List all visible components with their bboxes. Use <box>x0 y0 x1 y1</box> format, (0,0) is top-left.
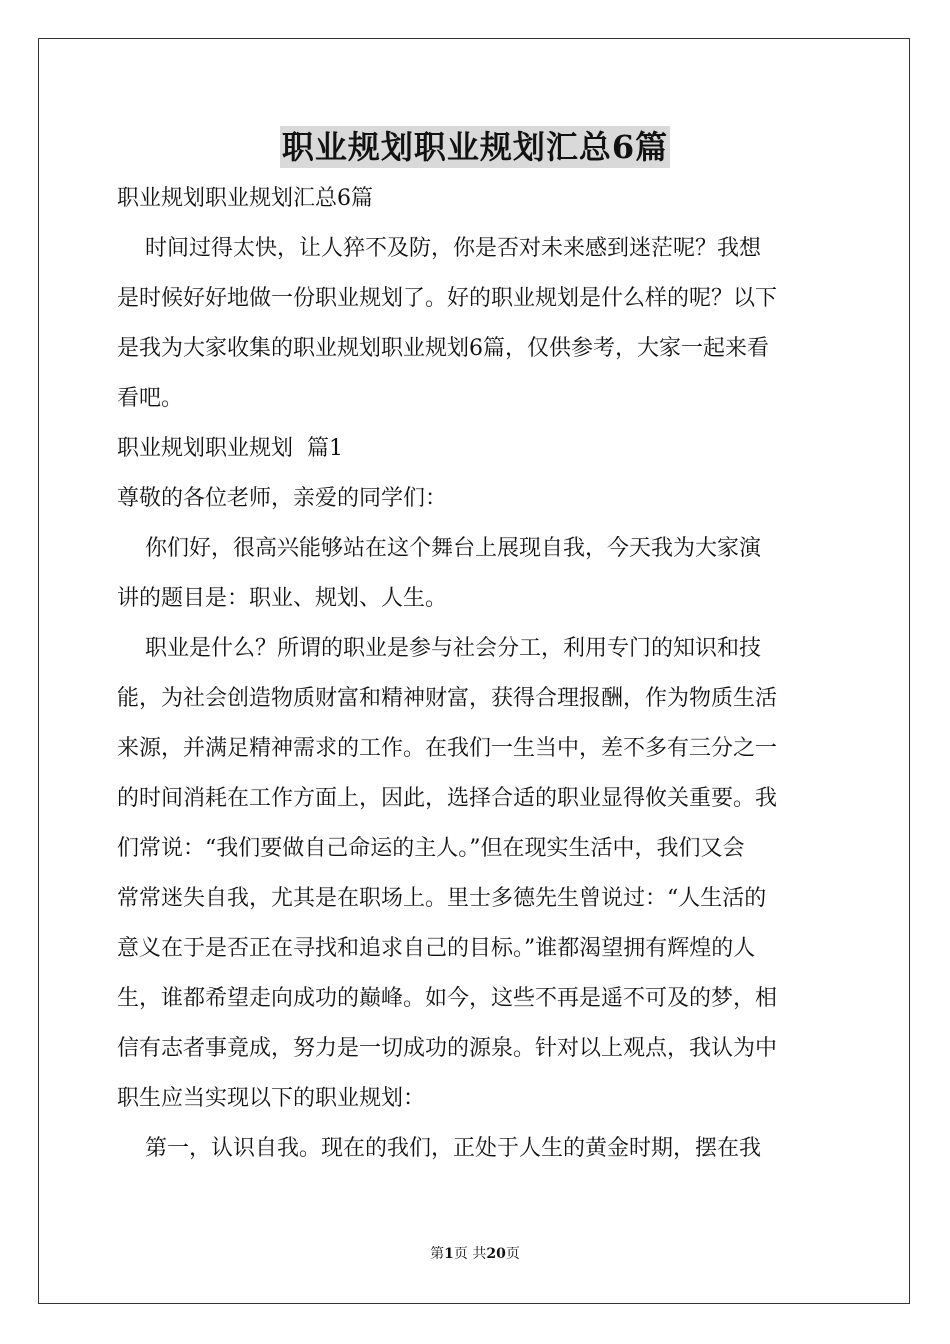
paragraph-line: 是我为大家收集的职业规划职业规划6篇，仅供参考，大家一起来看 <box>117 336 769 361</box>
paragraph-line: 能，为社会创造物质财富和精神财富，获得合理报酬，作为物质生活 <box>117 686 778 711</box>
document-body <box>117 174 833 1174</box>
paragraph-line: 讲的题目是：职业、规划、人生。 <box>117 586 448 611</box>
subtitle-line: 职业规划职业规划汇总6篇 <box>117 186 373 211</box>
paragraph-line: 们常说：“我们要做自己命运的主人。”但在现实生活中，我们又会 <box>117 836 745 861</box>
footer-suffix: 页 <box>505 1246 520 1262</box>
paragraph-line: 信有志者事竟成，努力是一切成功的源泉。针对以上观点，我认为中 <box>117 1036 778 1061</box>
paragraph-line: 职生应当实现以下的职业规划： <box>117 1086 426 1111</box>
page-number: 1 <box>444 1246 454 1262</box>
salutation-line: 尊敬的各位老师，亲爱的同学们： <box>117 486 448 511</box>
paragraph-line: 第一，认识自我。现在的我们，正处于人生的黄金时期，摆在我 <box>117 1136 761 1161</box>
paragraph-line: 你们好，很高兴能够站在这个舞台上展现自我，今天我为大家演 <box>117 536 761 561</box>
footer-prefix: 第 <box>430 1246 445 1262</box>
paragraph-line: 来源，并满足精神需求的工作。在我们一生当中，差不多有三分之一 <box>117 736 778 761</box>
paragraph-line: 时间过得太快，让人猝不及防，你是否对未来感到迷茫呢？我想 <box>117 236 761 261</box>
paragraph-line: 的时间消耗在工作方面上，因此，选择合适的职业显得攸关重要。我 <box>117 786 778 811</box>
title-area <box>0 126 950 168</box>
paragraph-line: 看吧。 <box>117 386 184 411</box>
paragraph-line: 生，谁都希望走向成功的巅峰。如今，这些不再是遥不可及的梦，相 <box>117 986 778 1011</box>
document-title: 职业规划职业规划汇总6篇 <box>281 128 669 166</box>
paragraph-line: 常常迷失自我，尤其是在职场上。里士多德先生曾说过：“人生活的 <box>117 886 767 911</box>
footer-mid: 页 共 <box>453 1246 487 1262</box>
paragraph-line: 是时候好好地做一份职业规划了。好的职业规划是什么样的呢？以下 <box>117 286 778 311</box>
paragraph-line: 职业是什么？所谓的职业是参与社会分工，利用专门的知识和技 <box>117 636 761 661</box>
page-footer <box>0 1244 950 1264</box>
total-pages: 20 <box>486 1246 506 1262</box>
paragraph-line: 意义在于是否正在寻找和追求自己的目标。”谁都渴望拥有辉煌的人 <box>117 936 756 961</box>
section-heading: 职业规划职业规划 篇1 <box>117 436 343 461</box>
